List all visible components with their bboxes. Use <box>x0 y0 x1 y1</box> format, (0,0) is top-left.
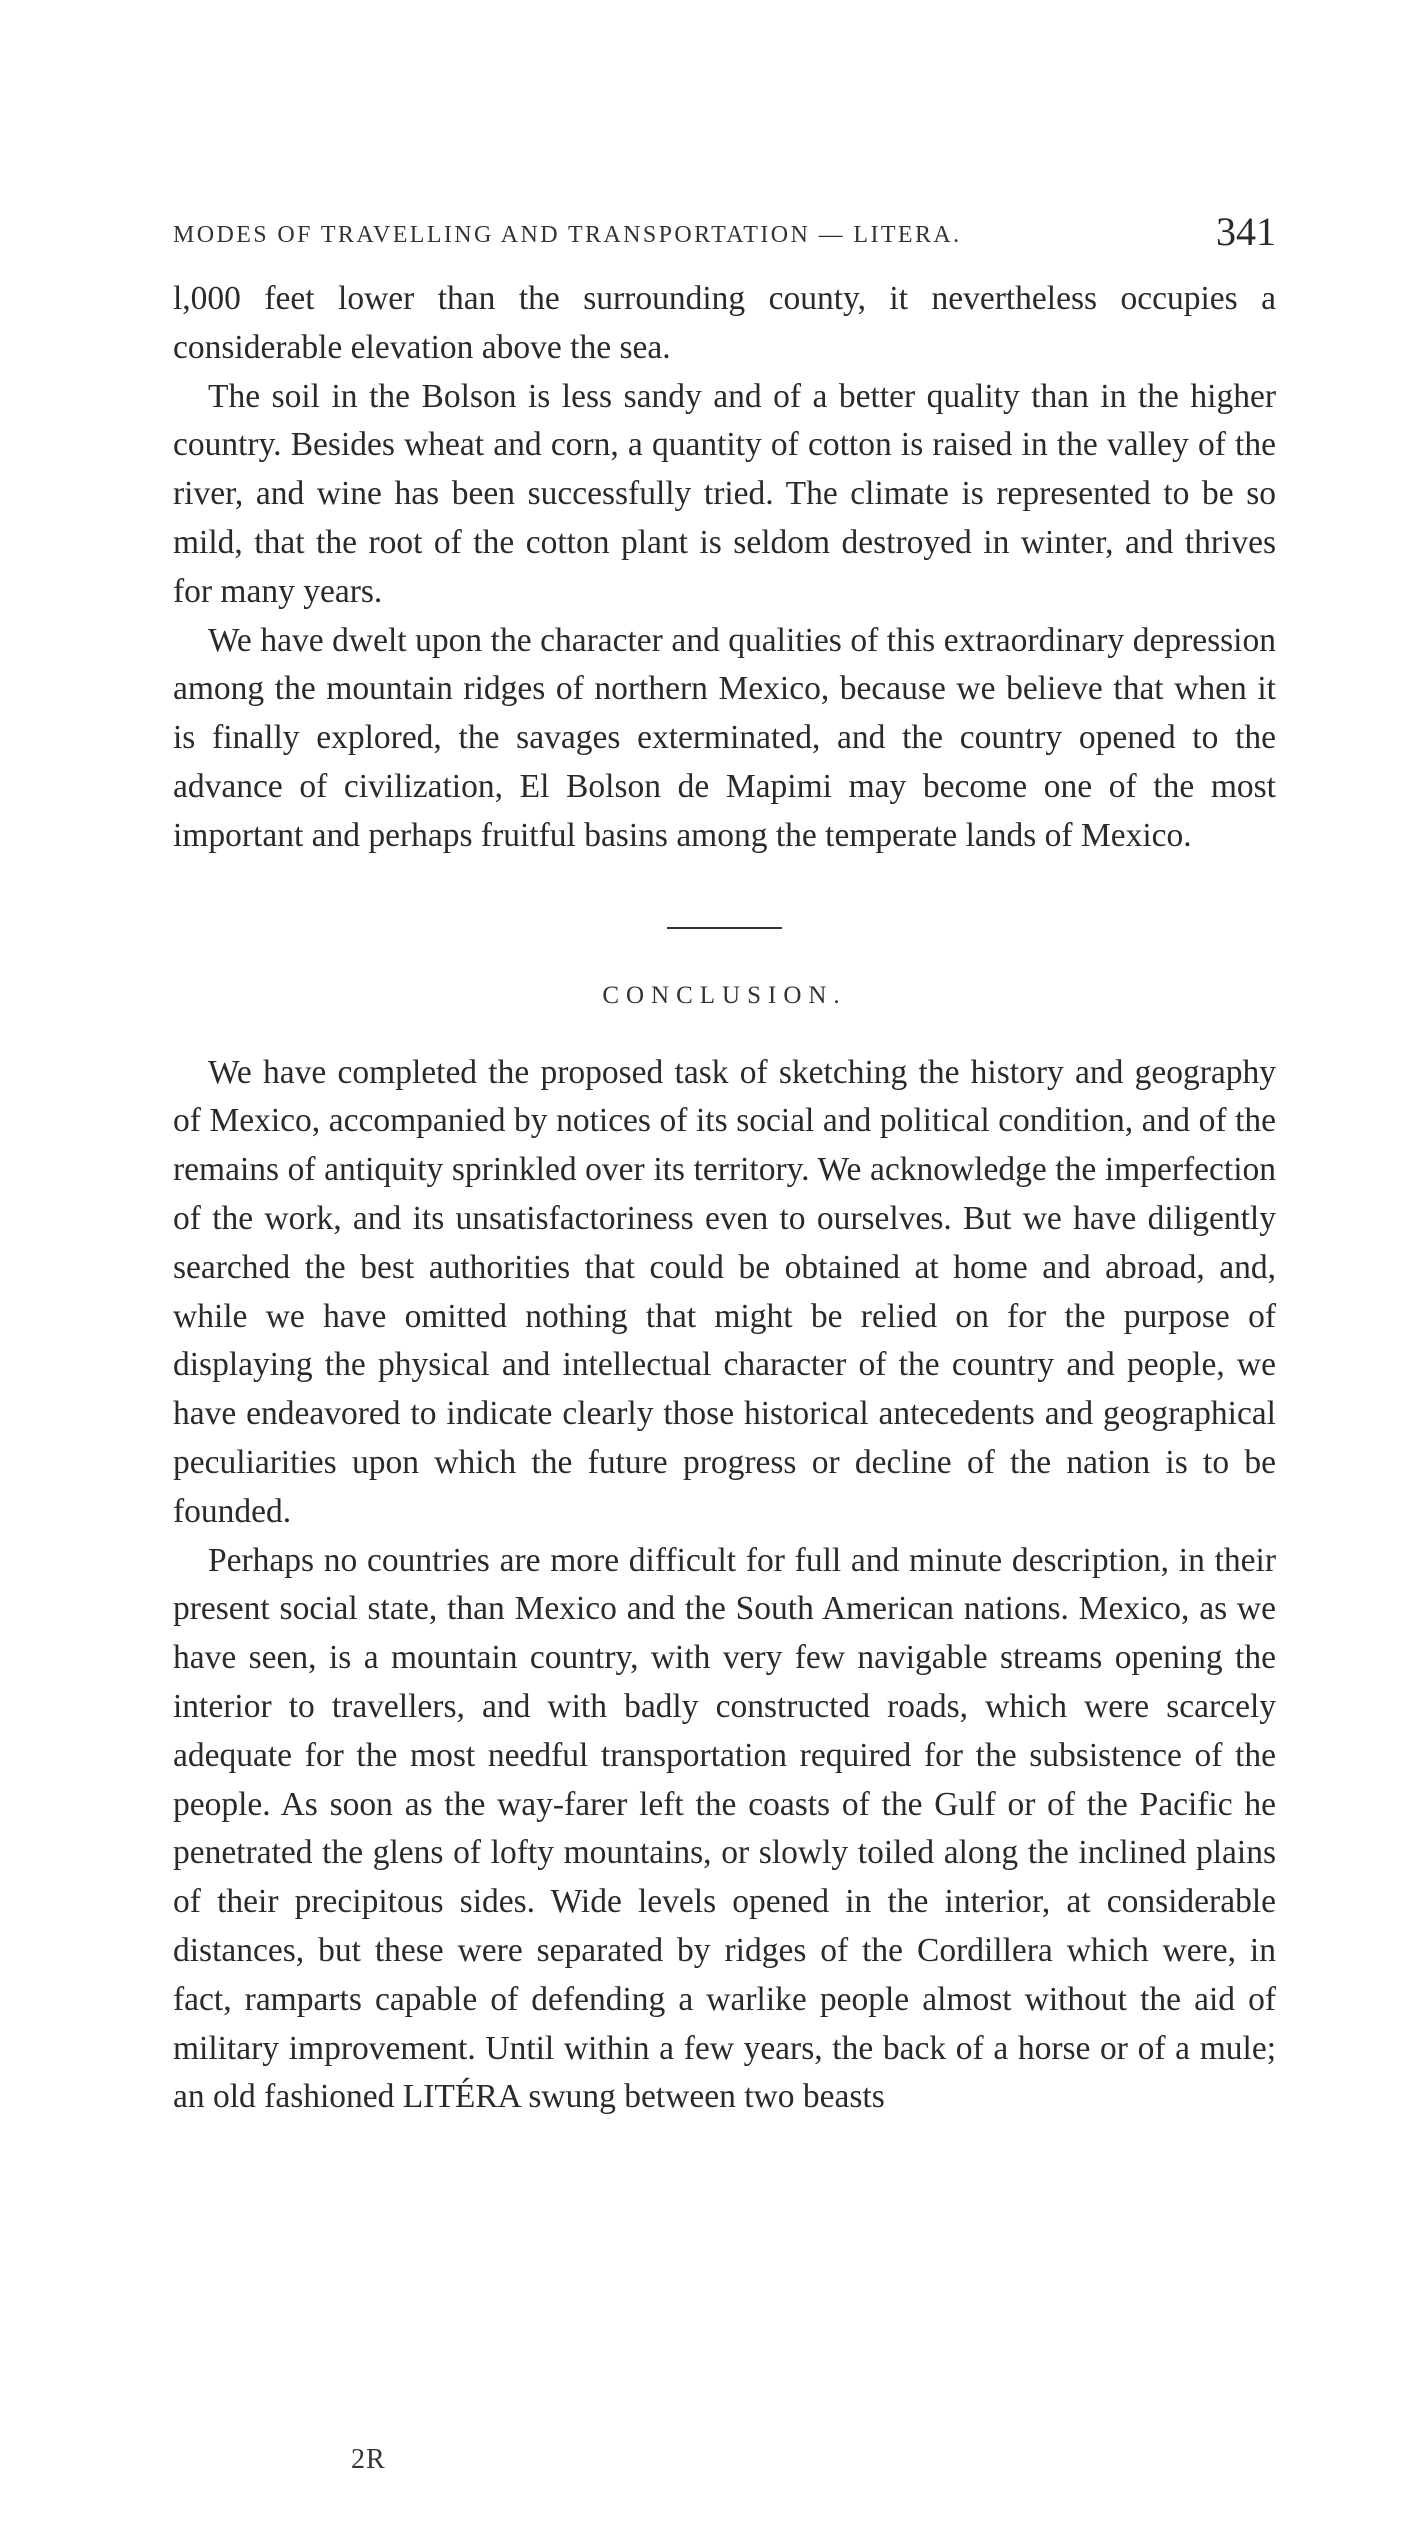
paragraph-continued: l,000 feet lower than the surrounding county, it nevertheless occupies a considerable elevation above the sea. <box>173 280 1276 366</box>
paragraph-soil: The soil in the Bolson is less sandy and of a better quality than in the higher country. Besides wheat and corn, a quantity of cotton is raised in the valley of the river, and wine has been successfully tried. The climate is represented to be so mild, that the root of the cotton plant is seldom destroyed in winter, and thrives for many years. <box>173 377 1276 610</box>
section-divider <box>667 927 782 929</box>
section-heading: CONCLUSION. <box>602 981 847 1009</box>
paragraph-depression: We have dwelt upon the character and qualities of this extraordinary depression among the mountain ridges of northern Mexico, because we believe that when it is finally explored, the savages exterminated, and the country opened to the advance of civilization, El Bolson de Mapimi may become one of the most important and perhaps fruitful basins among the temperate lands of Mexico. <box>173 621 1276 854</box>
page-number: 341 <box>1216 209 1276 254</box>
signature-mark: 2R <box>351 2444 386 2475</box>
body-text <box>173 275 1276 2122</box>
paragraph-conclusion-1: We have completed the proposed task of sketching the history and geography of Mexico, accompanied by notices of its social and political condition, and of the remains of antiquity sprinkled over its territory. We acknowledge the imperfection of the work, and its unsatisfactoriness even to ourselves. But we have diligently searched the best authorities that could be obtained at home and abroad, and, while we have omitted nothing that might be relied on for the purpose of displaying the physical and intellectual character of the country and people, we have endeavored to indicate clearly those historical antecedents and geographical peculiarities upon which the future progress or decline of the nation is to be founded. <box>173 1053 1276 1530</box>
paragraph-conclusion-2: Perhaps no countries are more difficult for full and minute description, in their present social state, than Mexico and the South American nations. Mexico, as we have seen, is a mountain country, with very few navigable streams opening the interior to travellers, and with badly constructed roads, which were scarcely adequate for the most needful transportation required for the subsistence of the people. As soon as the way-farer left the coasts of the Gulf or of the Pacific he penetrated the glens of lofty mountains, or slowly toiled along the inclined plains of their precipitous sides. Wide levels opened in the interior, at considerable distances, but these were separated by ridges of the Cordillera which were, in fact, ramparts capable of defending a warlike people almost without the aid of military improvement. Until within a few years, the back of a horse or of a mule; an old fashioned LITÉRA swung between two beasts <box>173 1541 1276 2116</box>
running-head <box>173 208 1276 268</box>
running-title: MODES OF TRAVELLING AND TRANSPORTATION — LITERA. <box>173 222 962 248</box>
